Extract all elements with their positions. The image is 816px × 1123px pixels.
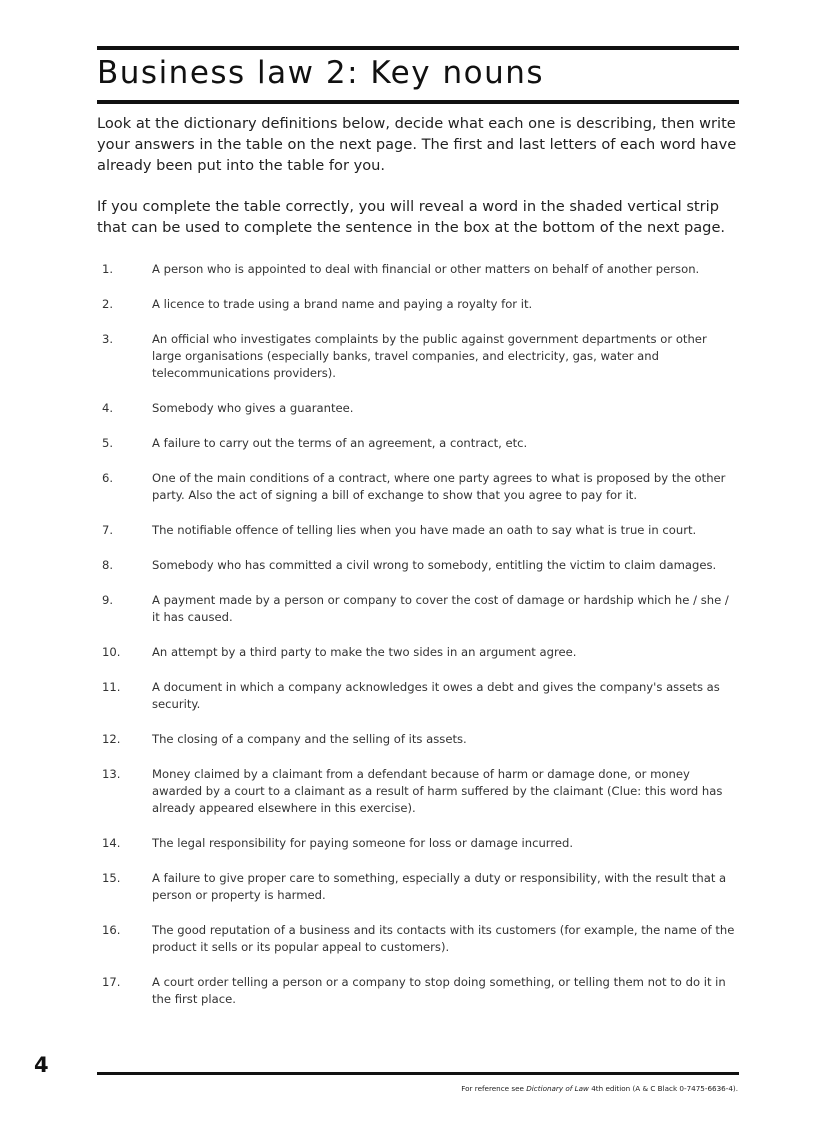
definition-number: 13. xyxy=(102,767,121,781)
definition-item xyxy=(0,435,816,452)
definition-text: A document in which a company acknowledges it owes a debt and gives the company's assets as security. xyxy=(152,680,720,711)
definition-text: A payment made by a person or company to cover the cost of damage or hardship which he / she / it has caused. xyxy=(152,593,729,624)
definition-item xyxy=(0,592,816,626)
definition-number: 6. xyxy=(102,471,114,485)
definition-text: Money claimed by a claimant from a defendant because of harm or damage done, or money awarded by a court to a claimant as a result of harm suffered by the claimant (Clue: this word has already appeared elsewhere in this exercise). xyxy=(152,767,723,815)
definition-text: A failure to carry out the terms of an agreement, a contract, etc. xyxy=(152,436,528,450)
definition-number: 7. xyxy=(102,523,114,537)
definition-item xyxy=(0,766,816,817)
definition-text: A person who is appointed to deal with financial or other matters on behalf of another person. xyxy=(152,262,700,276)
definition-number: 5. xyxy=(102,436,114,450)
definition-text: An attempt by a third party to make the two sides in an argument agree. xyxy=(152,645,577,659)
intro-paragraph: Look at the dictionary definitions below, decide what each one is describing, then write your answers in the table on the next page. The first and last letters of each word have already been put into the table for you. xyxy=(97,115,737,174)
page-title: Business law 2: Key nouns xyxy=(97,55,545,91)
definition-text: A licence to trade using a brand name and paying a royalty for it. xyxy=(152,297,533,311)
definition-item xyxy=(0,974,816,1008)
definition-number: 1. xyxy=(102,262,114,276)
definition-text: An official who investigates complaints by the public against government departments or other large organisations (especially banks, travel companies, and electricity, gas, water and telecommunications providers). xyxy=(152,332,707,380)
definition-item xyxy=(0,522,816,539)
definition-number: 14. xyxy=(102,836,121,850)
top-rule xyxy=(97,46,739,50)
footer-suffix: 4th edition (A & C Black 0-7475-6636-4). xyxy=(588,1084,738,1093)
reference-footer xyxy=(461,1084,738,1093)
definition-item xyxy=(0,261,816,278)
definition-number: 15. xyxy=(102,871,121,885)
definition-text: The closing of a company and the selling of its assets. xyxy=(152,732,467,746)
bottom-rule xyxy=(97,1072,739,1075)
definition-text: The notifiable offence of telling lies when you have made an oath to say what is true in court. xyxy=(152,523,697,537)
intro-paragraph: If you complete the table correctly, you will reveal a word in the shaded vertical strip that can be used to complete the sentence in the box at the bottom of the next page. xyxy=(97,198,726,236)
definition-item xyxy=(0,731,816,748)
definition-text: One of the main conditions of a contract, where one party agrees to what is proposed by the other party. Also the act of signing a bill of exchange to show that you agree to pay for it. xyxy=(152,471,726,502)
definition-item xyxy=(0,922,816,956)
page-number: 4 xyxy=(34,1053,49,1077)
footer-book-title: Dictionary of Law xyxy=(526,1084,589,1093)
definition-number: 12. xyxy=(102,732,121,746)
definition-item xyxy=(0,296,816,313)
definition-number: 3. xyxy=(102,332,114,346)
definition-number: 17. xyxy=(102,975,121,989)
definition-number: 16. xyxy=(102,923,121,937)
definition-text: The legal responsibility for paying someone for loss or damage incurred. xyxy=(152,836,574,850)
definition-number: 11. xyxy=(102,680,121,694)
definition-number: 2. xyxy=(102,297,114,311)
definition-text: Somebody who gives a guarantee. xyxy=(152,401,354,415)
definition-item xyxy=(0,835,816,852)
definition-item xyxy=(0,470,816,504)
definition-item xyxy=(0,679,816,713)
definition-text: A failure to give proper care to something, especially a duty or responsibility, with the result that a person or property is harmed. xyxy=(152,871,727,902)
footer-prefix: For reference see xyxy=(461,1084,527,1093)
definition-number: 4. xyxy=(102,401,114,415)
definition-text: The good reputation of a business and its contacts with its customers (for example, the name of the product it sells or its popular appeal to customers). xyxy=(152,923,735,954)
definition-number: 8. xyxy=(102,558,114,572)
definition-item xyxy=(0,557,816,574)
definition-item xyxy=(0,870,816,904)
definition-text: Somebody who has committed a civil wrong to somebody, entitling the victim to claim damages. xyxy=(152,558,717,572)
definition-item xyxy=(0,644,816,661)
definition-number: 10. xyxy=(102,645,121,659)
definition-item xyxy=(0,331,816,382)
definition-item xyxy=(0,400,816,417)
title-underline-rule xyxy=(97,100,739,104)
definition-text: A court order telling a person or a company to stop doing something, or telling them not to do it in the first place. xyxy=(152,975,726,1006)
definition-number: 9. xyxy=(102,593,114,607)
definitions-list xyxy=(0,261,816,1026)
